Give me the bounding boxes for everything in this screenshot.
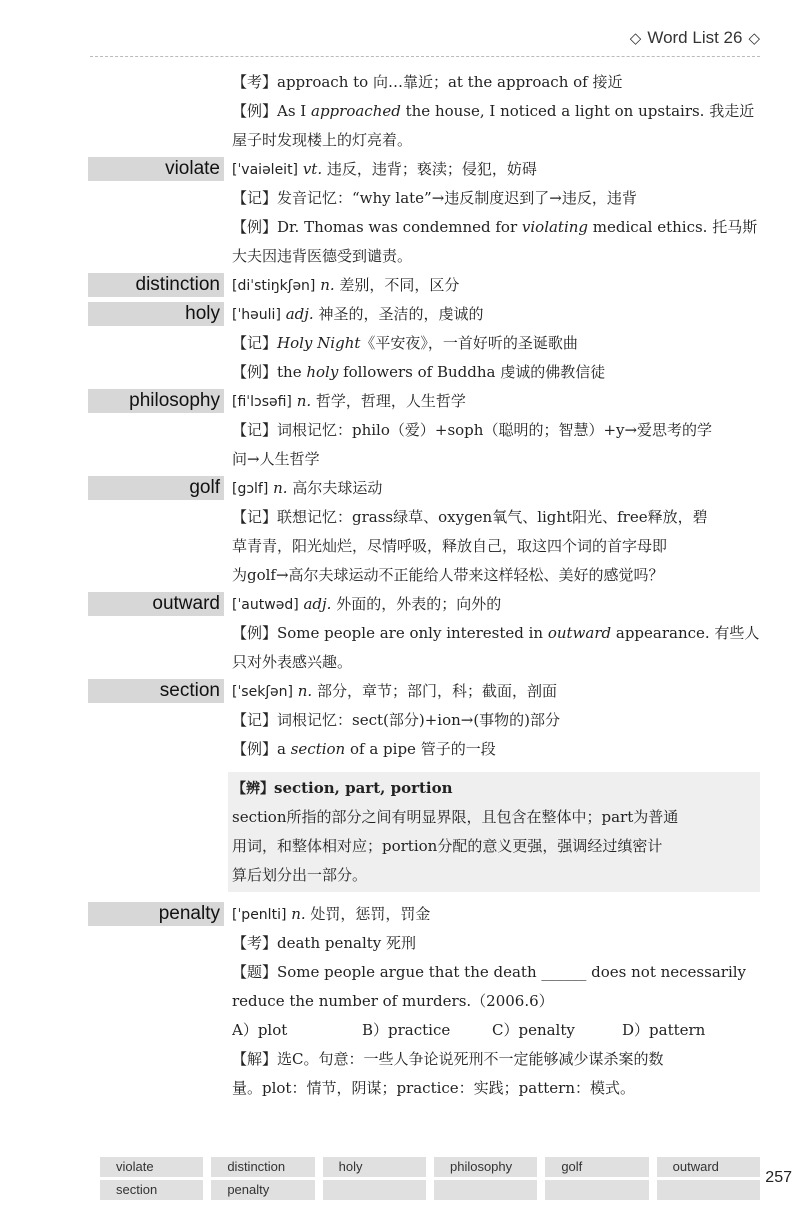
definition: [diˈstiŋkʃən] n. 差别，不同，区分 bbox=[232, 276, 460, 294]
intro-example-cont: 屋子时发现楼上的灯亮着。 bbox=[232, 131, 413, 149]
option-d: D）pattern bbox=[622, 1021, 706, 1039]
headword: section bbox=[88, 679, 224, 703]
footer-word: penalty bbox=[211, 1180, 314, 1200]
page-content bbox=[0, 68, 800, 1103]
headword: philosophy bbox=[88, 389, 224, 413]
definition: [gɔlf] n. 高尔夫球运动 bbox=[232, 479, 383, 497]
footer-word: section bbox=[100, 1180, 203, 1200]
footer-word: golf bbox=[545, 1157, 648, 1177]
footer-word: philosophy bbox=[434, 1157, 537, 1177]
entry-violate bbox=[0, 155, 800, 271]
entry-distinction bbox=[0, 271, 800, 300]
distinguish-title: 【辨】section, part, portion bbox=[232, 779, 453, 797]
entry-penalty bbox=[0, 900, 800, 1103]
footer-word: violate bbox=[100, 1157, 203, 1177]
option-c: C）penalty bbox=[492, 1021, 575, 1039]
definition: [ˈsekʃən] n. 部分，章节；部门，科；截面，剖面 bbox=[232, 682, 557, 700]
option-b: B）practice bbox=[362, 1021, 451, 1039]
answer-options bbox=[232, 1016, 800, 1045]
distinguish-text: section所指的部分之间有明显界限，且包含在整体中；part为普通 bbox=[232, 808, 679, 826]
distinguish-text: 算后划分出一部分。 bbox=[232, 866, 368, 884]
headword: holy bbox=[88, 302, 224, 326]
footer-word: distinction bbox=[211, 1157, 314, 1177]
distinguish-box bbox=[228, 772, 760, 892]
definition: [ˈhəuli] adj. 神圣的，圣洁的，虔诚的 bbox=[232, 305, 484, 323]
memory-note: 【记】联想记忆：grass绿草、oxygen氧气、light阳光、free释放，碧 bbox=[232, 508, 708, 526]
footer-word: outward bbox=[657, 1157, 760, 1177]
entry-philosophy bbox=[0, 387, 800, 474]
headword: penalty bbox=[88, 902, 224, 926]
headword: golf bbox=[88, 476, 224, 500]
entry-outward bbox=[0, 590, 800, 677]
diamond-icon: ◇ bbox=[748, 30, 760, 47]
question: 【题】Some people argue that the death ______ does not necessarily bbox=[232, 963, 747, 981]
headword: violate bbox=[88, 157, 224, 181]
example: 【例】a section of a pipe 管子的一段 bbox=[232, 740, 496, 758]
example-cont: 只对外表感兴趣。 bbox=[232, 653, 353, 671]
footer-row bbox=[100, 1157, 760, 1177]
example: 【例】Some people are only interested in outward appearance. 有些人 bbox=[232, 624, 760, 642]
headword: outward bbox=[88, 592, 224, 616]
memory-note-cont: 问→人生哲学 bbox=[232, 450, 320, 468]
memory-note-cont: 为golf→高尔夫球运动不正能给人带来这样轻松、美好的感觉吗？ bbox=[232, 566, 664, 584]
memory-note: 【记】发音记忆：“why late”→违反制度迟到了→违反，违背 bbox=[232, 189, 637, 207]
intro-kao: 【考】approach to 向…靠近；at the approach of 接近 bbox=[232, 73, 623, 91]
definition: [fiˈlɔsəfi] n. 哲学，哲理，人生哲学 bbox=[232, 392, 466, 410]
definition: [ˈpenlti] n. 处罚，惩罚，罚金 bbox=[232, 905, 431, 923]
page-header bbox=[630, 28, 760, 48]
exam-note: 【考】death penalty 死刑 bbox=[232, 934, 417, 952]
page-number: 257 bbox=[765, 1169, 792, 1186]
headword: distinction bbox=[88, 273, 224, 297]
footer-empty bbox=[545, 1180, 648, 1200]
definition: [ˈvaiəleit] vt. 违反，违背；亵渎；侵犯，妨碍 bbox=[232, 160, 537, 178]
entry-golf bbox=[0, 474, 800, 590]
footer-word: holy bbox=[323, 1157, 426, 1177]
memory-note: 【记】词根记忆：sect(部分)+ion→(事物的)部分 bbox=[232, 711, 561, 729]
footer-empty bbox=[323, 1180, 426, 1200]
entry-holy bbox=[0, 300, 800, 387]
word-index-footer bbox=[100, 1157, 760, 1203]
intro-example: 【例】As I approached the house, I noticed a light on upstairs. 我走近 bbox=[232, 102, 755, 120]
memory-note: 【记】Holy Night《平安夜》，一首好听的圣诞歌曲 bbox=[232, 334, 578, 352]
footer-empty bbox=[657, 1180, 760, 1200]
entry-section bbox=[0, 677, 800, 900]
example: 【例】the holy followers of Buddha 虔诚的佛教信徒 bbox=[232, 363, 606, 381]
explanation-cont: 量。plot：情节，阴谋；practice：实践；pattern：模式。 bbox=[232, 1079, 635, 1097]
example-cont: 大夫因违背医德受到谴责。 bbox=[232, 247, 413, 265]
footer-row bbox=[100, 1180, 760, 1200]
distinguish-text: 用词，和整体相对应；portion分配的意义更强，强调经过缜密计 bbox=[232, 837, 663, 855]
memory-note: 【记】词根记忆：philo（爱）+soph（聪明的；智慧）+y→爱思考的学 bbox=[232, 421, 713, 439]
example: 【例】Dr. Thomas was condemned for violating medical ethics. 托马斯 bbox=[232, 218, 758, 236]
definition: [ˈautwəd] adj. 外面的，外表的；向外的 bbox=[232, 595, 502, 613]
option-a: A）plot bbox=[232, 1021, 288, 1039]
footer-empty bbox=[434, 1180, 537, 1200]
word-list-title: Word List 26 bbox=[647, 28, 743, 47]
diamond-icon: ◇ bbox=[629, 30, 642, 47]
question-cont: reduce the number of murders.（2006.6） bbox=[232, 992, 554, 1010]
header-divider bbox=[90, 56, 760, 57]
memory-note-cont: 草青青，阳光灿烂，尽情呼吸，释放自己，取这四个词的首字母即 bbox=[232, 537, 668, 555]
explanation: 【解】选C。句意：一些人争论说死刑不一定能够减少谋杀案的数 bbox=[232, 1050, 664, 1068]
